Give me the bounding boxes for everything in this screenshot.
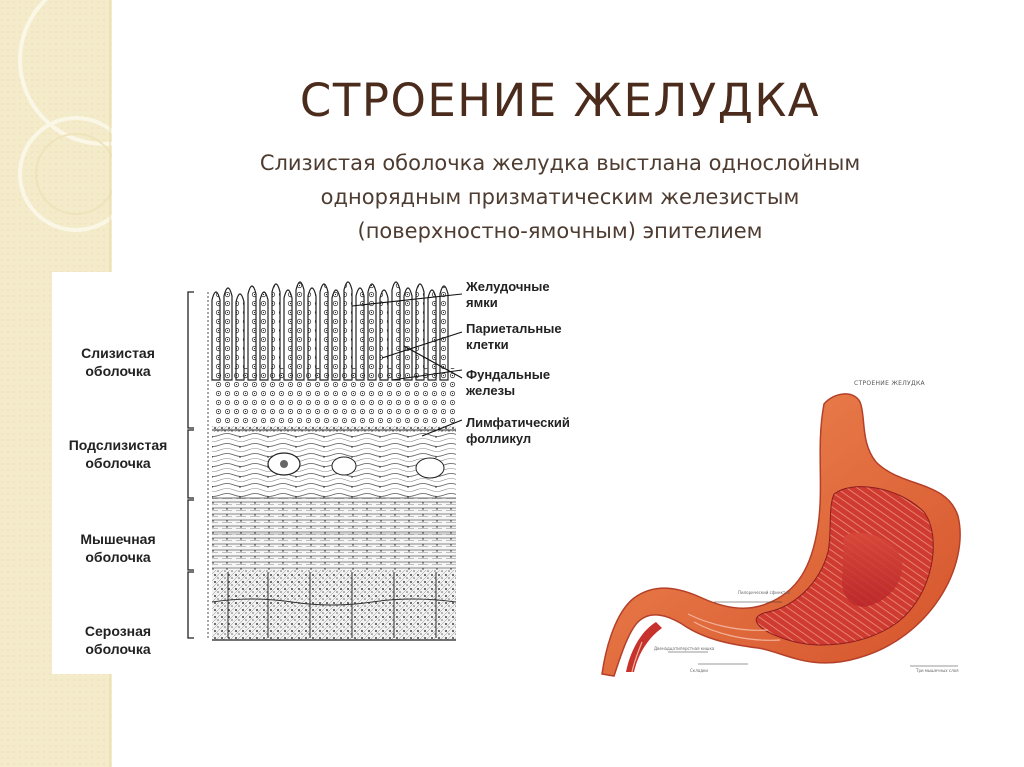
layer-label-submucosa xyxy=(52,436,184,472)
layer-label-line: Серозная xyxy=(84,623,152,639)
callout-fundic-glands xyxy=(466,367,550,399)
callout-lymphatic-follicle xyxy=(466,415,570,447)
callout-line: ямки xyxy=(466,295,498,310)
subtitle-line: однорядным призматическим железистым xyxy=(320,185,800,209)
stomach-label-duodenum: Двенадцатиперстная кишка xyxy=(654,646,715,651)
layer-label-line: Мышечная xyxy=(80,531,156,547)
layer-label-line: Подслизистая xyxy=(68,437,168,453)
callout-line: клетки xyxy=(466,337,509,352)
callout-gastric-pits xyxy=(466,279,550,311)
slide-subtitle xyxy=(160,146,960,248)
stomach-label-sphincter: Пилорический сфинктер xyxy=(738,590,791,595)
slide-title: СТРОЕНИЕ ЖЕЛУДКА xyxy=(299,74,821,127)
stomach-label-folds: Складки xyxy=(690,668,708,673)
callout-line: Лимфатический xyxy=(466,415,570,430)
layer-label-line: оболочка xyxy=(85,455,151,471)
callout-parietal-cells xyxy=(466,321,562,353)
layer-label-mucosa xyxy=(58,344,178,380)
layer-label-line: Слизистая xyxy=(81,345,155,361)
stomach-label-muscle-layers: Три мышечных слоя xyxy=(916,668,959,673)
layer-label-line: оболочка xyxy=(85,363,151,379)
stomach-wall-diagram xyxy=(52,272,600,674)
callout-line: фолликул xyxy=(466,431,532,446)
subtitle-line: Слизистая оболочка желудка выстлана однослойным xyxy=(259,151,861,175)
callout-line: Фундальные xyxy=(466,367,551,382)
stomach-illustration xyxy=(598,376,982,696)
layer-label-serosa xyxy=(58,622,178,658)
callout-line: Желудочные xyxy=(466,279,550,294)
callout-line: железы xyxy=(466,383,516,398)
illustration-title: СТРОЕНИЕ ЖЕЛУДКА xyxy=(854,380,925,387)
subtitle-line: (поверхностно-ямочным) эпителием xyxy=(357,219,763,243)
layer-label-line: оболочка xyxy=(85,549,151,565)
layer-label-line: оболочка xyxy=(85,641,151,657)
callout-line: Париетальные xyxy=(466,321,562,336)
layer-label-muscularis xyxy=(58,530,178,566)
